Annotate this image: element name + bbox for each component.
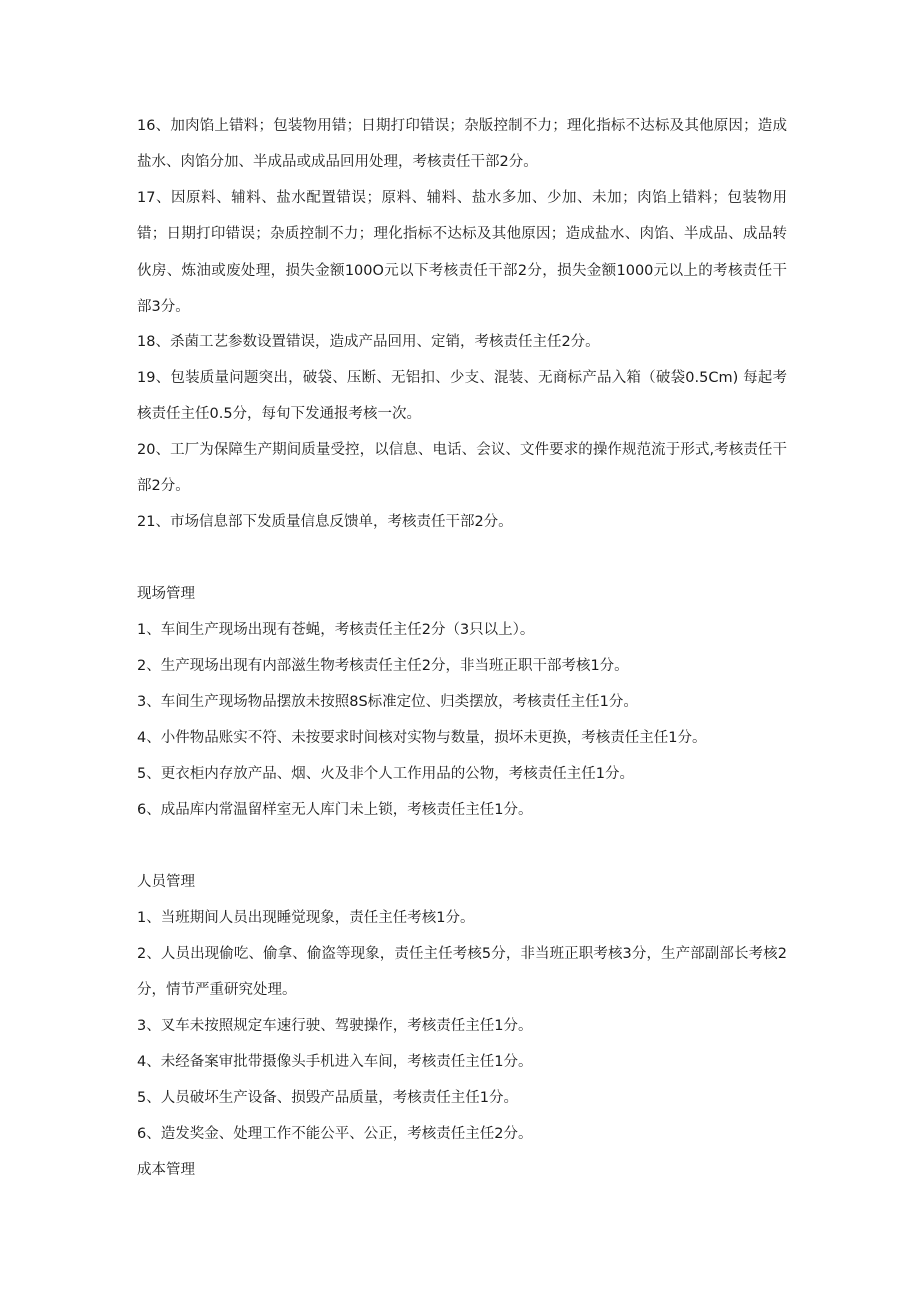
rule-item-21: 21、市场信息部下发质量信息反馈单，考核责任干部2分。 (137, 514, 513, 530)
rule-item-20: 20、工厂为保障生产期间质量受控，以信息、电话、会议、文件要求的操作规范流于形式,考核责任干部2分。 (137, 442, 787, 495)
rule-item-17: 17、因原料、辅料、盐水配置错误；原料、辅料、盐水多加、少加、未加；肉馅上错料；包装物用错；日期打印错误；杂质控制不力；理化指标不达标及其他原因；造成盐水、肉馅、半成品、成品转伙房、炼油或废处理，损失金额100O元以下考核责任干部2分，损失金额1000元以上的考核责任干部3分。 (137, 190, 787, 316)
staff-item-4: 4、未经备案审批带摄像头手机进入车间，考核责任主任1分。 (137, 1054, 533, 1070)
section-title-cost: 成本管理 (137, 1162, 195, 1178)
staff-item-1: 1、当班期间人员出现睡觉现象，责任主任考核1分。 (137, 910, 475, 926)
section-title-site: 现场管理 (137, 586, 195, 602)
site-item-5: 5、更衣柜内存放产品、烟、火及非个人工作用品的公物，考核责任主任1分。 (137, 766, 634, 782)
site-item-4: 4、小件物品账实不符、未按要求时间核对实物与数量，损坏未更换，考核责任主任1分。 (137, 730, 707, 746)
staff-item-5: 5、人员破坏生产设备、损毁产品质量，考核责任主任1分。 (137, 1090, 518, 1106)
site-item-6: 6、成品库内常温留样室无人库门未上锁，考核责任主任1分。 (137, 802, 533, 818)
section-title-staff: 人员管理 (137, 874, 195, 890)
staff-item-3: 3、叉车未按照规定车速行驶、驾驶操作，考核责任主任1分。 (137, 1018, 533, 1034)
site-item-1: 1、车间生产现场出现有苍蝇，考核责任主任2分（3只以上）。 (137, 622, 535, 638)
staff-item-2: 2、人员出现偷吃、偷拿、偷盗等现象，责任主任考核5分，非当班正职考核3分，生产部副部长考核2分，情节严重研究处理。 (137, 946, 787, 999)
site-item-3: 3、车间生产现场物品摆放未按照8S标准定位、归类摆放，考核责任主任1分。 (137, 694, 638, 710)
rule-item-19: 19、包装质量问题突出，破袋、压断、无铝扣、少支、混装、无商标产品入箱（破袋0.5Cm) 每起考核责任主任0.5分，每旬下发通报考核一次。 (137, 370, 787, 423)
staff-item-6: 6、造发奖金、处理工作不能公平、公正，考核责任主任2分。 (137, 1126, 533, 1142)
rule-item-18: 18、杀菌工艺参数设置错误，造成产品回用、定销，考核责任主任2分。 (137, 334, 600, 350)
rule-item-16: 16、加肉馅上错料；包装物用错；日期打印错误；杂版控制不力；理化指标不达标及其他原因；造成盐水、肉馅分加、半成品或成品回用处理，考核责任干部2分。 (137, 118, 787, 171)
site-item-2: 2、生产现场出现有内部滋生物考核责任主任2分，非当班正职干部考核1分。 (137, 658, 629, 674)
